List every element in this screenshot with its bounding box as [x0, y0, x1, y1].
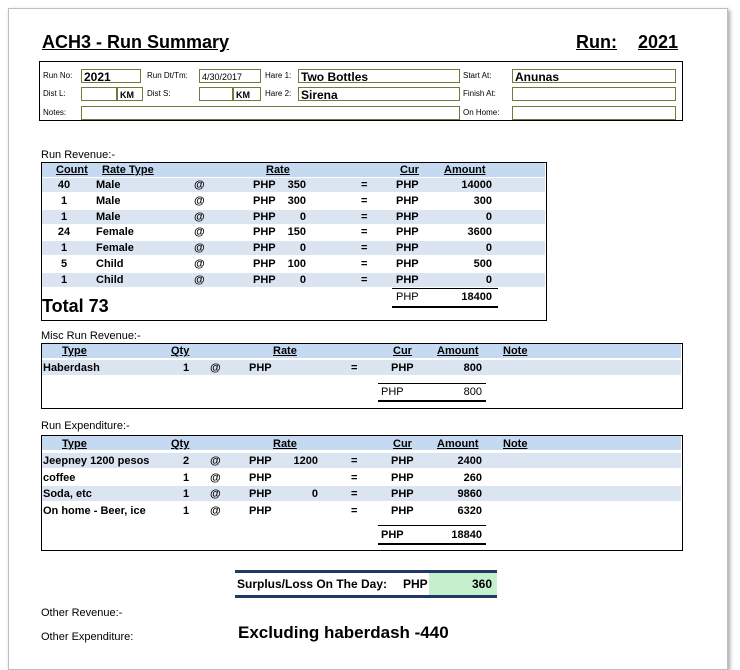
revenue-row-amount: 500 [473, 258, 492, 270]
exp-total-amount: 18840 [451, 529, 482, 541]
exp-row-cur: PHP [391, 504, 414, 517]
revenue-row-type: Child [96, 258, 124, 270]
revenue-row-equals: = [361, 210, 368, 223]
revenue-row-rate-cur: PHP [253, 194, 276, 207]
misc-row-qty: 1 [182, 362, 190, 374]
revenue-row-rate-cur: PHP [253, 179, 276, 191]
exp-row-equals: = [351, 455, 358, 467]
revenue-row-equals: = [361, 179, 368, 191]
exp-total-cur: PHP [381, 529, 404, 541]
revenue-row-type: Male [96, 179, 121, 191]
misc-revenue-header-band [42, 344, 681, 358]
start-label: Start At: [463, 71, 492, 80]
onhome-label: On Home: [463, 108, 500, 117]
col-cur: Cur [400, 164, 419, 176]
revenue-row-cur: PHP [396, 179, 419, 191]
dist-s-label: Dist S: [147, 89, 171, 98]
revenue-row-cur: PHP [396, 226, 419, 239]
misc-row-type: Haberdash [43, 362, 100, 374]
revenue-row-at: @ [194, 194, 205, 207]
exp-col-cur: Cur [393, 438, 412, 450]
exp-row-amount: 9860 [457, 488, 482, 501]
revenue-row-rate-cur: PHP [253, 258, 276, 270]
exp-row-amount: 260 [463, 471, 482, 484]
col-count: Count [56, 164, 88, 176]
col-amount: Amount [444, 164, 486, 176]
revenue-row-cur: PHP [396, 210, 419, 223]
revenue-row-type: Female [96, 226, 134, 239]
misc-col-note: Note [503, 345, 528, 357]
revenue-row-cur: PHP [396, 242, 419, 255]
dist-l-field[interactable] [81, 87, 117, 101]
revenue-row-cur: PHP [396, 273, 419, 286]
revenue-row-cur: PHP [396, 258, 419, 270]
revenue-row-amount: 0 [485, 242, 492, 255]
surplus-cur: PHP [403, 577, 428, 591]
run-no-field[interactable]: 2021 [81, 69, 141, 83]
onhome-field[interactable] [512, 106, 676, 120]
revenue-row-rate: 0 [299, 210, 306, 223]
dist-l-label: Dist L: [43, 89, 66, 98]
finish-label: Finish At: [463, 89, 496, 98]
dist-l-unit: KM [117, 87, 143, 101]
revenue-row-count: 1 [60, 242, 68, 255]
hare1-label: Hare 1: [265, 71, 292, 80]
surplus-label: Surplus/Loss On The Day: [237, 577, 388, 591]
other-revenue-label: Other Revenue:- [41, 607, 123, 619]
misc-row-at: @ [210, 362, 221, 374]
exp-row-qty: 2 [182, 455, 190, 467]
revenue-row-at: @ [194, 258, 205, 270]
table-row-stripe [42, 360, 681, 375]
revenue-row-rate-cur: PHP [253, 273, 276, 286]
exp-row-equals: = [351, 504, 358, 517]
misc-col-qty: Qty [171, 345, 190, 357]
revenue-row-count: 1 [60, 194, 68, 207]
revenue-row-equals: = [361, 194, 368, 207]
hare2-label: Hare 2: [265, 89, 292, 98]
revenue-row-at: @ [194, 242, 205, 255]
revenue-row-rate-cur: PHP [253, 226, 276, 239]
expenditure-label: Run Expenditure:- [41, 420, 130, 432]
exp-row-at: @ [210, 471, 221, 484]
exp-row-rate-cur: PHP [249, 455, 272, 467]
exp-col-qty: Qty [171, 438, 190, 450]
exp-row-at: @ [210, 488, 221, 501]
revenue-row-type: Male [96, 194, 121, 207]
revenue-total-amount: 18400 [461, 291, 492, 303]
table-row-stripe [42, 486, 681, 501]
hare2-field[interactable]: Sirena [298, 87, 460, 101]
misc-total-cur: PHP [381, 386, 404, 398]
surplus-value: 360 [471, 577, 492, 591]
exp-row-type: coffee [43, 471, 76, 484]
exp-col-amount: Amount [437, 438, 479, 450]
revenue-row-rate: 100 [287, 258, 306, 270]
misc-col-cur: Cur [393, 345, 412, 357]
dist-s-unit: KM [233, 87, 261, 101]
run-dt-label: Run Dt/Tm: [147, 71, 188, 80]
revenue-row-amount: 0 [485, 273, 492, 286]
exp-row-rate: 0 [311, 488, 318, 501]
exp-row-amount: 6320 [457, 504, 482, 517]
revenue-row-equals: = [361, 226, 368, 239]
revenue-row-rate: 0 [299, 242, 306, 255]
revenue-row-type: Child [96, 273, 124, 286]
exp-row-cur: PHP [391, 455, 414, 467]
revenue-row-cur: PHP [396, 194, 419, 207]
run-number: 2021 [638, 32, 679, 52]
notes-field[interactable] [81, 106, 460, 120]
exp-col-rate: Rate [273, 438, 297, 450]
run-no-label: Run No: [43, 71, 73, 80]
revenue-row-count: 5 [60, 258, 68, 270]
misc-row-amount: 800 [463, 362, 482, 374]
revenue-row-amount: 14000 [461, 179, 492, 191]
revenue-row-count: 40 [57, 179, 71, 191]
revenue-row-type: Female [96, 242, 134, 255]
misc-revenue-label: Misc Run Revenue:- [41, 330, 141, 342]
exp-row-qty: 1 [182, 471, 190, 484]
exp-row-type: Soda, etc [43, 488, 92, 501]
exp-col-type: Type [62, 438, 87, 450]
revenue-row-equals: = [361, 242, 368, 255]
other-expenditure-label: Other Expenditure: [41, 631, 134, 643]
exp-row-at: @ [210, 455, 221, 467]
revenue-row-count: 1 [60, 210, 68, 223]
misc-col-type: Type [62, 345, 87, 357]
revenue-row-amount: 300 [473, 194, 492, 207]
revenue-row-rate: 300 [287, 194, 306, 207]
exp-row-amount: 2400 [457, 455, 482, 467]
total-count: Total 73 [42, 296, 109, 316]
exp-row-equals: = [351, 471, 358, 484]
start-field[interactable]: Anunas [512, 69, 676, 83]
dist-s-field[interactable] [199, 87, 233, 101]
run-dt-field[interactable]: 4/30/2017 [199, 69, 261, 83]
exp-row-at: @ [210, 504, 221, 517]
revenue-row-rate: 0 [299, 273, 306, 286]
misc-col-amount: Amount [437, 345, 479, 357]
exp-row-qty: 1 [182, 488, 190, 501]
exp-row-rate-cur: PHP [249, 504, 272, 517]
misc-row-equals: = [351, 362, 358, 374]
revenue-row-at: @ [194, 226, 205, 239]
exp-col-note: Note [503, 438, 528, 450]
expenditure-header-band [42, 436, 681, 450]
revenue-row-equals: = [361, 273, 368, 286]
hare1-field[interactable]: Two Bottles [298, 69, 460, 83]
revenue-row-amount: 0 [485, 210, 492, 223]
exp-row-equals: = [351, 488, 358, 501]
revenue-row-amount: 3600 [467, 226, 492, 239]
exp-row-type: On home - Beer, ice [43, 504, 146, 517]
revenue-row-at: @ [194, 179, 205, 191]
exp-row-cur: PHP [391, 471, 414, 484]
exp-row-rate-cur: PHP [249, 471, 272, 484]
col-rate: Rate [266, 164, 290, 176]
revenue-row-rate: 350 [287, 179, 306, 191]
revenue-row-count: 24 [57, 226, 71, 239]
revenue-row-rate: 150 [287, 226, 306, 239]
notes-label: Notes: [43, 108, 67, 117]
exp-row-qty: 1 [182, 504, 190, 517]
revenue-row-rate-cur: PHP [253, 242, 276, 255]
page-title: ACH3 - Run Summary [42, 32, 230, 52]
footer-note: Excluding haberdash -440 [238, 623, 449, 642]
misc-total-amount: 800 [463, 386, 482, 398]
misc-row-rate-cur: PHP [249, 362, 272, 374]
revenue-row-at: @ [194, 210, 205, 223]
revenue-row-count: 1 [60, 273, 68, 286]
col-rate-type: Rate Type [102, 164, 154, 176]
run-revenue-label: Run Revenue:- [41, 149, 115, 161]
revenue-row-type: Male [96, 210, 121, 223]
misc-col-rate: Rate [273, 345, 297, 357]
revenue-total-cur: PHP [396, 291, 419, 303]
revenue-row-rate-cur: PHP [253, 210, 276, 223]
exp-row-type: Jeepney 1200 pesos [43, 455, 150, 467]
revenue-row-equals: = [361, 258, 368, 270]
finish-field[interactable] [512, 87, 676, 101]
misc-row-cur: PHP [391, 362, 414, 374]
run-label: Run: [576, 32, 617, 52]
revenue-row-at: @ [194, 273, 205, 286]
exp-row-rate: 1200 [293, 455, 318, 467]
exp-row-rate-cur: PHP [249, 488, 272, 501]
exp-row-cur: PHP [391, 488, 414, 501]
